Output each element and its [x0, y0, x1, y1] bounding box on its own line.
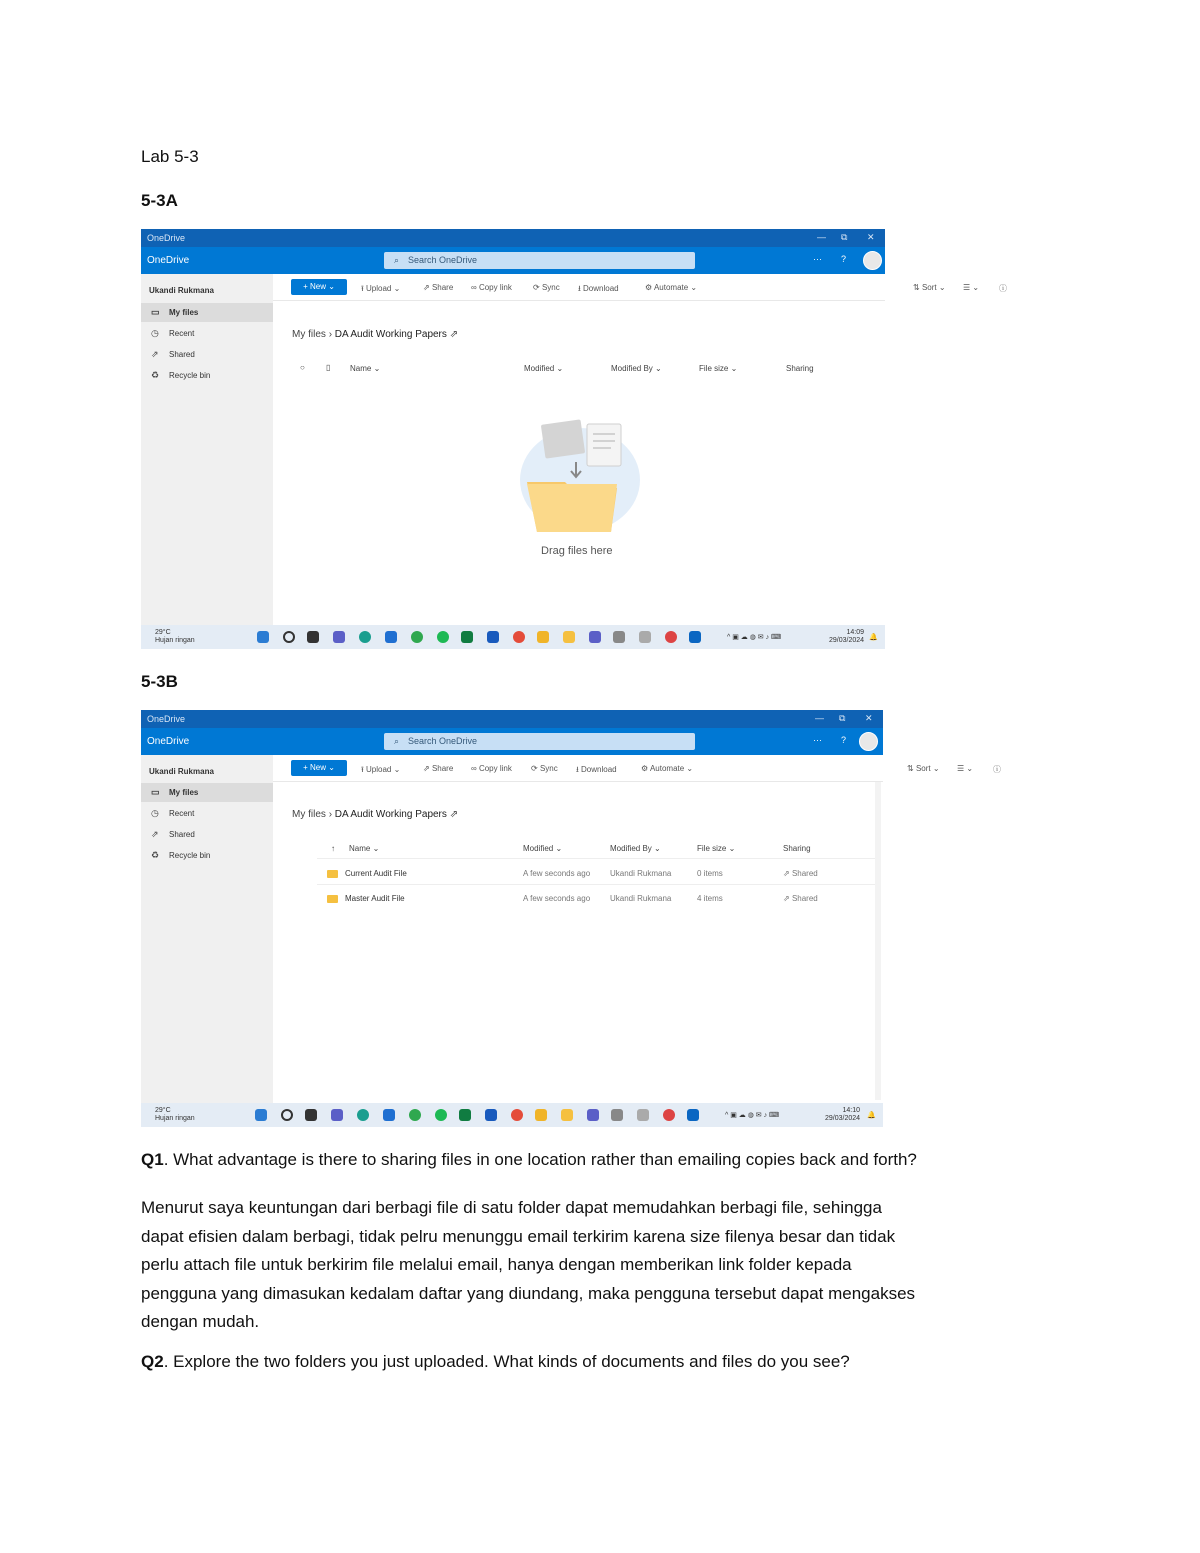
sort-label: Sort — [921, 283, 937, 292]
teams-icon[interactable] — [589, 631, 601, 643]
sharing-label: Shared — [791, 894, 818, 903]
user-name: Ukandi Rukmana — [149, 767, 214, 776]
window-titlebar — [141, 710, 883, 728]
search-box[interactable] — [384, 733, 695, 750]
chevron-right-icon: › — [328, 329, 335, 340]
clock[interactable] — [825, 1107, 860, 1123]
weather-temp: 29°C — [155, 1107, 171, 1114]
window-title: OneDrive — [147, 233, 186, 243]
column-label: Sharing — [783, 844, 811, 853]
sidebar-item-label: Recycle bin — [169, 851, 211, 860]
help-icon[interactable]: ? — [841, 735, 847, 745]
excel-icon[interactable] — [461, 631, 473, 643]
download-button[interactable]: ⭳ Download — [576, 765, 617, 774]
file-explorer-icon[interactable] — [563, 631, 575, 643]
taskbar — [141, 1103, 883, 1127]
breadcrumb-current: DA Audit Working Papers — [334, 809, 447, 820]
onedrive-icon[interactable] — [689, 631, 701, 643]
chrome-icon[interactable] — [411, 631, 423, 643]
answer-1 — [141, 1194, 915, 1337]
calculator-icon[interactable] — [613, 631, 625, 643]
section-a-heading: 5-3A — [141, 191, 178, 210]
column-modified[interactable]: Modified ⌄ — [523, 844, 563, 853]
weather-widget[interactable] — [155, 629, 195, 645]
row-sharing: ⇗ Shared — [783, 894, 818, 903]
column-file-size[interactable]: File size ⌄ — [697, 844, 736, 853]
onedrive-screenshot-a — [141, 229, 1007, 649]
search-placeholder: Search OneDrive — [408, 255, 478, 265]
store-icon[interactable] — [383, 1109, 395, 1121]
file-type-icon: ▯ — [326, 363, 331, 372]
edge-icon[interactable] — [359, 631, 371, 643]
sidebar-item-label: My files — [169, 788, 199, 797]
clock[interactable] — [829, 629, 864, 645]
empty-state-text: Drag files here — [541, 545, 613, 557]
upload-label: Upload — [366, 284, 392, 293]
sidebar-item-shared[interactable] — [141, 825, 273, 844]
question-2 — [141, 1352, 850, 1372]
question-1-label: Q1 — [141, 1150, 164, 1169]
sidebar-item-label: Recent — [169, 329, 195, 338]
chevron-right-icon: › — [328, 809, 335, 820]
column-label: Name — [350, 364, 372, 373]
sync-label: Sync — [539, 764, 558, 773]
file-explorer-icon[interactable] — [561, 1109, 573, 1121]
folder-icon: ▭ — [151, 787, 160, 797]
select-all-checkbox[interactable]: ○ — [300, 363, 305, 372]
outlook-icon[interactable] — [485, 1109, 497, 1121]
divider — [317, 858, 877, 859]
new-button[interactable]: + New ⌄ — [291, 279, 347, 295]
sync-button[interactable]: ⟳ Sync — [531, 764, 558, 773]
chrome-icon[interactable] — [409, 1109, 421, 1121]
share-icon: ⇗ — [151, 349, 159, 359]
sidebar-item-recycle-bin[interactable] — [141, 846, 273, 865]
search-icon: ⌕ — [394, 736, 400, 746]
column-label: Sharing — [786, 364, 814, 373]
command-bar — [273, 274, 1007, 301]
app-name[interactable]: OneDrive — [147, 736, 190, 747]
view-options-icon[interactable]: ☰ ⌄ — [963, 283, 980, 292]
search-icon[interactable] — [281, 1109, 293, 1121]
sidebar-item-label: My files — [169, 308, 199, 317]
sharing-label: Shared — [791, 869, 818, 878]
question-2-text: . Explore the two folders you just uploaded. What kinds of documents and files do you see? — [163, 1352, 850, 1371]
answer-line: Menurut saya keuntungan dari berbagi file di satu folder dapat memudahkan berbagi file, sehingga — [141, 1198, 882, 1217]
chrome-icon[interactable] — [665, 631, 677, 643]
chrome-icon[interactable] — [663, 1109, 675, 1121]
copy-link-label: Copy link — [478, 764, 512, 773]
search-icon[interactable] — [283, 631, 295, 643]
weather-temp: 29°C — [155, 629, 171, 636]
column-modified-by[interactable]: Modified By ⌄ — [611, 364, 662, 373]
sidebar-item-recent[interactable] — [141, 324, 273, 343]
sort-indicator-icon: ↑ — [331, 844, 335, 853]
breadcrumb-root[interactable]: My files — [292, 809, 326, 820]
weather-widget[interactable] — [155, 1107, 195, 1123]
upload-button[interactable]: ⭱ Upload ⌄ — [361, 284, 401, 293]
weather-label: Hujan ringan — [155, 637, 195, 644]
restore-icon[interactable]: ⧉ — [839, 713, 846, 723]
answer-line: dengan mudah. — [141, 1312, 260, 1331]
snipping-tool-icon[interactable] — [639, 631, 651, 643]
chat-icon[interactable] — [331, 1109, 343, 1121]
breadcrumb — [292, 809, 458, 820]
question-1 — [141, 1150, 917, 1170]
minimize-icon[interactable]: — — [815, 713, 824, 723]
teams-icon[interactable] — [587, 1109, 599, 1121]
sidebar-item-label: Shared — [169, 350, 195, 359]
avatar[interactable] — [863, 251, 882, 270]
taskbar — [141, 625, 885, 649]
new-button[interactable]: + New ⌄ — [291, 760, 347, 776]
folder-icon: ▭ — [151, 307, 160, 317]
store-icon[interactable] — [385, 631, 397, 643]
breadcrumb-root[interactable]: My files — [292, 329, 326, 340]
column-label: Name — [349, 844, 371, 853]
row-sharing: ⇗ Shared — [783, 869, 818, 878]
system-tray-icons[interactable]: ^ ▣ ☁ ◍ ✉ ♪ ⌨ — [725, 1112, 780, 1119]
scrollbar[interactable] — [875, 782, 881, 1100]
sidebar-item-label: Recycle bin — [169, 371, 211, 380]
clock-time: 14:09 — [846, 629, 865, 636]
app-icon[interactable] — [537, 631, 549, 643]
column-file-size[interactable]: File size ⌄ — [699, 364, 738, 373]
sidebar-item-shared[interactable] — [141, 345, 273, 364]
notification-icon[interactable]: 🔔 — [867, 1112, 876, 1119]
upload-button[interactable]: ⭱ Upload ⌄ — [361, 765, 401, 774]
notification-icon[interactable]: 🔔 — [869, 634, 878, 641]
row-modified-by: Ukandi Rukmana — [610, 894, 672, 903]
new-label: New — [309, 282, 326, 291]
question-1-text: . What advantage is there to sharing files in one location rather than emailing copies back and forth? — [163, 1150, 917, 1169]
column-name[interactable]: Name ⌄ — [349, 844, 380, 853]
copy-link-button[interactable]: ∞ Copy link — [471, 764, 512, 773]
edge-icon[interactable] — [357, 1109, 369, 1121]
sort-button[interactable]: ⇅ Sort ⌄ — [907, 764, 940, 773]
automate-label: Automate — [653, 283, 689, 292]
section-b-heading: 5-3B — [141, 672, 178, 691]
close-icon[interactable]: ✕ — [865, 713, 873, 723]
view-options-icon[interactable]: ☰ ⌄ — [957, 764, 974, 773]
restore-icon[interactable]: ⧉ — [841, 232, 848, 242]
help-icon[interactable]: ? — [841, 254, 847, 264]
question-2-label: Q2 — [141, 1352, 164, 1371]
user-name: Ukandi Rukmana — [149, 286, 214, 295]
more-icon[interactable]: ··· — [813, 735, 822, 745]
column-label: Modified By — [611, 364, 653, 373]
download-label: Download — [583, 284, 619, 293]
calculator-icon[interactable] — [611, 1109, 623, 1121]
column-label: Modified — [524, 364, 555, 373]
column-label: Modified By — [610, 844, 652, 853]
breadcrumb — [292, 329, 458, 340]
onedrive-screenshot-b — [141, 710, 1001, 1127]
column-modified[interactable]: Modified ⌄ — [524, 364, 564, 373]
column-label: File size — [699, 364, 729, 373]
sidebar-item-recycle-bin[interactable] — [141, 366, 273, 385]
window-title: OneDrive — [147, 714, 186, 724]
row-modified: A few seconds ago — [523, 869, 591, 878]
answer-line: dapat efisien dalam berbagi, tidak pelru menunggu email terkirim karena size filenya besar dan tidak — [141, 1226, 896, 1246]
sidebar-item-label: Shared — [169, 830, 195, 839]
automate-button[interactable]: ⚙ Automate ⌄ — [645, 283, 698, 292]
app-header — [141, 247, 885, 274]
app-icon[interactable] — [535, 1109, 547, 1121]
empty-folder-illustration — [513, 414, 647, 536]
copy-link-button[interactable]: ∞ Copy link — [471, 283, 512, 292]
excel-icon[interactable] — [459, 1109, 471, 1121]
sort-label: Sort — [915, 764, 931, 773]
task-view-icon[interactable] — [305, 1109, 317, 1121]
share-label: Share — [431, 283, 454, 292]
row-name[interactable]: Current Audit File — [345, 869, 407, 878]
outlook-icon[interactable] — [487, 631, 499, 643]
close-icon[interactable]: ✕ — [867, 232, 875, 242]
clock-time: 14:10 — [842, 1107, 861, 1114]
column-name[interactable]: Name ⌄ — [350, 364, 381, 373]
sidebar-item-my-files[interactable] — [141, 303, 273, 322]
column-label: File size — [697, 844, 727, 853]
row-size: 4 items — [697, 894, 723, 903]
breadcrumb-current: DA Audit Working Papers — [334, 329, 447, 340]
command-bar — [273, 755, 1001, 782]
lab-heading: Lab 5-3 — [141, 147, 199, 166]
system-tray-icons[interactable]: ^ ▣ ☁ ◍ ✉ ♪ ⌨ — [727, 634, 782, 641]
clock-date: 29/03/2024 — [829, 637, 865, 644]
chrome-profile-icon[interactable] — [513, 631, 525, 643]
automate-label: Automate — [649, 764, 685, 773]
more-icon[interactable]: ··· — [813, 254, 822, 264]
column-sharing[interactable] — [783, 844, 811, 853]
chrome-profile-icon[interactable] — [511, 1109, 523, 1121]
folder-icon — [327, 895, 338, 903]
row-name[interactable]: Master Audit File — [345, 894, 405, 903]
divider — [317, 884, 877, 885]
trash-icon: ♻ — [151, 370, 160, 380]
clock-icon: ◷ — [151, 808, 159, 818]
share-button[interactable]: ⇗ Share — [423, 764, 454, 773]
column-sharing[interactable] — [786, 364, 814, 373]
share-icon[interactable]: ⇗ — [449, 329, 459, 340]
sidebar — [141, 755, 273, 1105]
sidebar — [141, 274, 273, 627]
clock-date: 29/03/2024 — [825, 1115, 861, 1122]
answer-line: perlu attach file untuk berkirim file melalui email, hanya dengan memberikan link folder kepada — [141, 1255, 852, 1274]
answer-line: pengguna yang dimasukan kedalam daftar yang diundang, maka pengguna tersebut dapat mengakses — [141, 1283, 916, 1303]
sidebar-item-label: Recent — [169, 809, 195, 818]
trash-icon: ♻ — [151, 850, 160, 860]
upload-label: Upload — [366, 765, 392, 774]
row-modified: A few seconds ago — [523, 894, 591, 903]
automate-button[interactable]: ⚙ Automate ⌄ — [641, 764, 694, 773]
search-placeholder: Search OneDrive — [408, 736, 478, 746]
spotify-icon[interactable] — [435, 1109, 447, 1121]
search-icon: ⌕ — [394, 255, 400, 265]
snipping-tool-icon[interactable] — [637, 1109, 649, 1121]
row-modified-by: Ukandi Rukmana — [610, 869, 672, 878]
download-label: Download — [581, 765, 617, 774]
share-icon[interactable]: ⇗ — [449, 809, 459, 820]
task-view-icon[interactable] — [307, 631, 319, 643]
app-name[interactable]: OneDrive — [147, 255, 190, 266]
spotify-icon[interactable] — [437, 631, 449, 643]
column-label: Modified — [523, 844, 554, 853]
minimize-icon[interactable]: — — [817, 232, 826, 242]
sidebar-item-recent[interactable] — [141, 804, 273, 823]
sidebar-item-my-files[interactable] — [141, 783, 273, 802]
row-size: 0 items — [697, 869, 723, 878]
avatar[interactable] — [859, 732, 878, 751]
start-icon[interactable] — [257, 631, 269, 643]
copy-link-label: Copy link — [478, 283, 512, 292]
clock-icon: ◷ — [151, 328, 159, 338]
sort-button[interactable]: ⇅ Sort ⌄ — [913, 283, 946, 292]
info-icon[interactable]: ⓘ — [999, 284, 1007, 293]
share-icon: ⇗ — [151, 829, 159, 839]
sync-label: Sync — [541, 283, 560, 292]
start-icon[interactable] — [255, 1109, 267, 1121]
app-header — [141, 728, 883, 755]
weather-label: Hujan ringan — [155, 1115, 195, 1122]
folder-icon — [327, 870, 338, 878]
sync-button[interactable]: ⟳ Sync — [533, 283, 560, 292]
info-icon[interactable]: ⓘ — [993, 765, 1001, 774]
share-button[interactable]: ⇗ Share — [423, 283, 454, 292]
download-button[interactable]: ⭳ Download — [578, 284, 619, 293]
column-modified-by[interactable]: Modified By ⌄ — [610, 844, 661, 853]
onedrive-icon[interactable] — [687, 1109, 699, 1121]
search-box[interactable] — [384, 252, 695, 269]
share-label: Share — [431, 764, 454, 773]
chat-icon[interactable] — [333, 631, 345, 643]
window-titlebar — [141, 229, 885, 247]
new-label: New — [309, 763, 326, 772]
